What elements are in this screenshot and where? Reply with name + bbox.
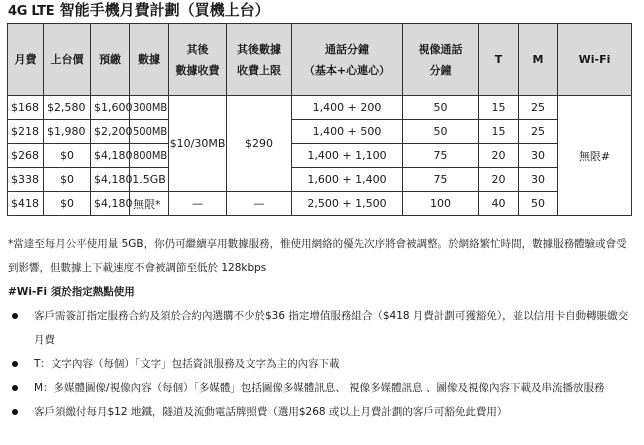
cell-price: $0 [44, 192, 91, 216]
header-data: 數據 [130, 24, 169, 96]
bullet-text: M：多媒體圖像/視像內容（每個）「多媒體」包括圖像多媒體訊息、 視像多媒體訊息 、圖像及視像內容下載及串流播放服務 [34, 382, 605, 394]
cell-m: 25 [519, 120, 558, 144]
list-item [8, 400, 634, 424]
cell-t: 15 [479, 96, 519, 120]
cell-prepay: $4,180 [91, 168, 130, 192]
cell-data: 無限* [130, 192, 169, 216]
cell-after-cap: $290 [227, 96, 292, 192]
cell-prepay: $4,180 [91, 144, 130, 168]
header-prepayment: 預繳 [91, 24, 130, 96]
cell-price: $1,980 [44, 120, 91, 144]
cell-video: 75 [403, 144, 479, 168]
cell-t: 15 [479, 120, 519, 144]
page-title [8, 0, 270, 20]
cell-prepay: $4,180 [91, 192, 130, 216]
cell-m: 25 [519, 96, 558, 120]
cell-video: 50 [403, 96, 479, 120]
bullet-text: T：文字內容（每個）「文字」包括資訊服務及文字為主的內容下載 [34, 358, 340, 370]
cell-t: 20 [479, 168, 519, 192]
cell-fee: $218 [8, 120, 44, 144]
cell-t: 40 [479, 192, 519, 216]
table-row [8, 192, 632, 216]
table-row [8, 120, 632, 144]
cell-voice: 1,400 + 1,100 [292, 144, 403, 168]
bullet-text: 客戶需簽訂指定服務合約及須於合約內選購不少於$36 指定增值服務組合（$418 月費計劃可獲豁免），並以信用卡自動轉賬繳交月費 [34, 310, 629, 346]
bullet-text: 客戶須繳付每月$12 地鐵，隧道及流動電話牌照費（選用$268 或以上月費計劃的客戶可豁免此費用） [34, 406, 508, 418]
header-voice-minutes: 通話分鐘 （基本+心連心） [292, 24, 403, 96]
cell-voice: 1,400 + 500 [292, 120, 403, 144]
plan-table [7, 23, 632, 216]
cell-voice: 1,600 + 1,400 [292, 168, 403, 192]
table-header-row [8, 24, 632, 96]
list-item [8, 304, 634, 352]
bullet-icon [12, 409, 18, 415]
header-after-charge: 其後 數據收費 [169, 24, 227, 96]
cell-m: 30 [519, 144, 558, 168]
cell-video: 100 [403, 192, 479, 216]
cell-after-charge: — [169, 192, 227, 216]
cell-data: 300MB [130, 96, 169, 120]
cell-price: $0 [44, 168, 91, 192]
table-row [8, 168, 632, 192]
cell-fee: $338 [8, 168, 44, 192]
bullet-icon [12, 361, 18, 367]
cell-prepay: $1,600 [91, 96, 130, 120]
cell-t: 20 [479, 144, 519, 168]
header-handset-price: 上台價 [44, 24, 91, 96]
cell-after-charge: $10/30MB [169, 96, 227, 192]
title-text: 智能手機月費計劃（買機上台） [59, 1, 270, 19]
list-item [8, 376, 634, 400]
cell-voice: 1,400 + 200 [292, 96, 403, 120]
notes-section [8, 232, 634, 424]
table-row [8, 96, 632, 120]
cell-video: 50 [403, 120, 479, 144]
header-after-cap: 其後數據 收費上限 [227, 24, 292, 96]
cell-fee: $168 [8, 96, 44, 120]
cell-data: 500MB [130, 120, 169, 144]
cell-data: 800MB [130, 144, 169, 168]
cell-video: 75 [403, 168, 479, 192]
header-m: M [519, 24, 558, 96]
table-row [8, 144, 632, 168]
cell-price: $2,580 [44, 96, 91, 120]
fair-use-note: *當達至每月公平使用量 5GB，你仍可繼續享用數據服務，惟使用網絡的優先次序將會被調整。於網絡繁忙時間，數據服務體驗或會受到影響，但數據上下載速度不會被調節至低於 128kbps [8, 238, 627, 274]
cell-m: 50 [519, 192, 558, 216]
header-t: T [479, 24, 519, 96]
cell-fee: $268 [8, 144, 44, 168]
cell-m: 30 [519, 168, 558, 192]
bullet-icon [12, 385, 18, 391]
list-item [8, 352, 634, 376]
bullet-icon [12, 313, 18, 319]
cell-prepay: $2,200 [91, 120, 130, 144]
cell-wifi: 無限# [558, 96, 632, 216]
cell-data: 1.5GB [130, 168, 169, 192]
cell-price: $0 [44, 144, 91, 168]
cell-fee: $418 [8, 192, 44, 216]
header-video-minutes: 視像通話 分鐘 [403, 24, 479, 96]
cell-after-cap: — [227, 192, 292, 216]
wifi-note: #Wi-Fi 須於指定熱點使用 [8, 286, 135, 298]
cell-voice: 2,500 + 1,500 [292, 192, 403, 216]
title-lte: 4G LTE [8, 4, 55, 19]
header-wifi: Wi-Fi [558, 24, 632, 96]
header-monthly-fee: 月費 [8, 24, 44, 96]
